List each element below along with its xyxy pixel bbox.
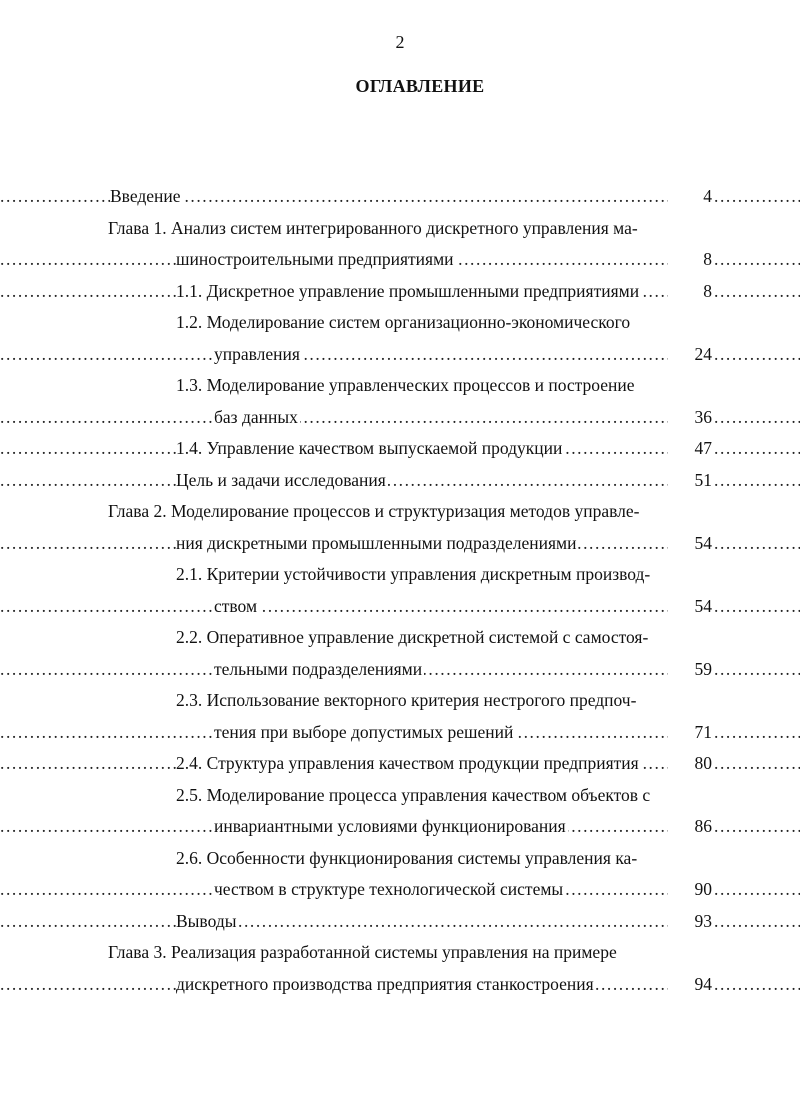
toc-entry-text: Глава 3. Реализация разработанной системы управления на примере [108, 942, 617, 962]
toc-entry-text: ния дискретными промышленными подразделениями [176, 532, 577, 553]
toc-entry-1-2 [0, 307, 800, 370]
toc-entry-text: 2.5. Моделирование процесса управления качеством объектов с [176, 784, 651, 805]
toc-page-number: 71 [668, 717, 712, 749]
toc-entry-text: 1.2. Моделирование систем организационно-экономического [176, 312, 631, 332]
toc-entry-introduction [0, 181, 800, 213]
toc-page-number: 47 [668, 433, 712, 465]
toc-page-number: 93 [668, 906, 712, 938]
toc-page-number: 59 [668, 654, 712, 686]
toc-entry-goals [0, 465, 800, 497]
toc-page-number: 54 [668, 528, 712, 560]
toc-entry-text: Глава 1. Анализ систем интегрированного дискретного управления ма- [108, 217, 638, 238]
toc-entry-chapter-3 [0, 937, 800, 1000]
toc-entry-text: управления [214, 343, 300, 364]
table-of-contents [0, 181, 800, 1000]
toc-page-number: 94 [668, 969, 712, 1001]
toc-entry-text: 1.4. Управление качеством выпускаемой продукции [176, 438, 563, 458]
toc-entry-text: 2.4. Структура управления качеством продукции предприятия [176, 753, 639, 773]
toc-entry-text: 1.3. Моделирование управленческих процессов и построение [176, 375, 635, 395]
toc-entry-2-6 [0, 843, 800, 906]
toc-entry-text: 1.1. Дискретное управление промышленными предприятиями [176, 280, 640, 301]
toc-entry-text: 2.2. Оперативное управление дискретной системой с самостоя- [176, 627, 649, 647]
toc-entry-text: тения при выборе допустимых решений [214, 721, 514, 742]
toc-entry-text: Цель и задачи исследования [176, 469, 386, 490]
toc-entry-text: 2.3. Использование векторного критерия нестрогого предпоч- [176, 690, 637, 710]
toc-entry-1-4 [0, 433, 800, 465]
toc-entry-2-2 [0, 622, 800, 685]
toc-entry-1-1 [0, 276, 800, 308]
toc-page-number: 8 [668, 276, 712, 308]
toc-entry-chapter-1 [0, 213, 800, 276]
toc-page-number: 4 [668, 181, 712, 213]
toc-entry-text: дискретного производства предприятия станкостроения [176, 973, 594, 994]
toc-page-number: 36 [668, 402, 712, 434]
toc-page-number: 90 [668, 874, 712, 906]
toc-page-number: 8 [668, 244, 712, 276]
toc-entry-conclusions [0, 906, 800, 938]
toc-entry-text: Введение [110, 186, 181, 206]
toc-entry-text: ством [214, 595, 258, 616]
toc-entry-2-1 [0, 559, 800, 622]
toc-page-number: 80 [668, 748, 712, 780]
toc-entry-text: шиностроительными предприятиями [176, 249, 454, 269]
toc-page-number: 24 [668, 339, 712, 371]
toc-entry-2-4 [0, 748, 800, 780]
toc-entry-text: 2.1. Критерии устойчивости управления дискретным производ- [176, 564, 651, 584]
toc-title: ОГЛАВЛЕНИЕ [355, 76, 485, 96]
toc-page-number: 51 [668, 465, 712, 497]
toc-entry-2-5 [0, 780, 800, 843]
toc-entry-text: Выводы [176, 910, 237, 931]
toc-entry-text: баз данных [214, 406, 298, 427]
toc-entry-text: инвариантными условиями функционирования [214, 816, 566, 836]
toc-entry-chapter-2 [0, 496, 800, 559]
toc-page-number: 86 [668, 811, 712, 843]
toc-entry-1-3 [0, 370, 800, 433]
toc-entry-text: 2.6. Особенности функционирования системы управления ка- [176, 847, 638, 868]
toc-entry-text: тельными подразделениями [214, 658, 423, 679]
page-number: 2 [395, 32, 405, 52]
toc-page-number: 54 [668, 591, 712, 623]
toc-entry-text: Глава 2. Моделирование процессов и структуризация методов управле- [108, 501, 640, 521]
toc-entry-2-3 [0, 685, 800, 748]
toc-entry-text: чеством в структуре технологической системы [214, 879, 564, 899]
